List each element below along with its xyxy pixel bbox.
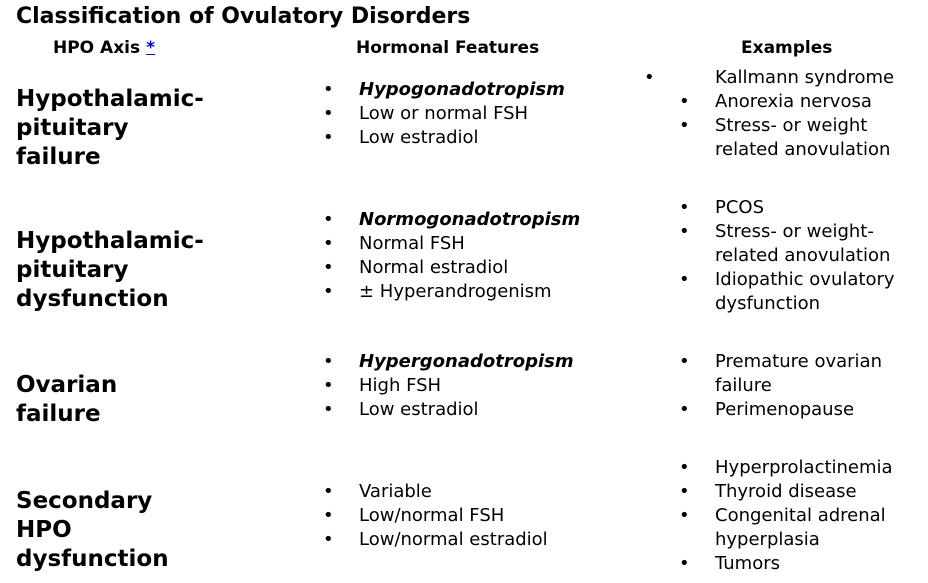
list-item	[323, 232, 659, 256]
bullet-icon: •	[679, 457, 690, 478]
examples-list-row-1	[644, 66, 920, 162]
axis-line: Secondary	[16, 488, 153, 514]
list-item	[679, 398, 920, 422]
bullet-icon: •	[323, 127, 334, 148]
header-examples: Examples	[741, 38, 833, 58]
axis-row-2	[16, 227, 204, 314]
list-item	[679, 90, 920, 114]
axis-line: Ovarian	[16, 372, 118, 398]
list-item-text: High FSH	[359, 375, 442, 396]
list-item-text: Low/normal estradiol	[359, 529, 548, 550]
axis-row-1	[16, 85, 204, 172]
axis-line: HPO	[16, 517, 72, 543]
axis-row-3	[16, 371, 117, 429]
list-item-text: Anorexia nervosa	[715, 91, 872, 112]
hormonal-list-row-3	[323, 350, 659, 422]
bullet-icon: •	[323, 399, 334, 420]
list-item	[679, 504, 920, 552]
list-item	[323, 78, 659, 102]
bullet-icon: •	[679, 505, 690, 526]
hormonal-class: Normogonadotropism	[359, 209, 581, 230]
list-item-text: Congenital adrenal hyperplasia	[715, 505, 886, 550]
hormonal-list-row-4	[323, 480, 659, 552]
list-item-text: Tumors	[715, 553, 780, 574]
list-item	[323, 528, 659, 552]
list-item-text: Normal estradiol	[359, 257, 509, 278]
bullet-icon: •	[323, 281, 334, 302]
bullet-icon: •	[323, 79, 334, 100]
examples-list-row-2	[679, 196, 920, 316]
list-item	[679, 220, 920, 268]
list-item	[323, 350, 659, 374]
list-item-text: Variable	[359, 481, 432, 502]
list-item	[679, 552, 920, 576]
axis-line: dysfunction	[16, 286, 169, 312]
list-item	[679, 350, 920, 398]
list-item-text: Perimenopause	[715, 399, 855, 420]
list-item	[644, 66, 920, 90]
list-item	[323, 480, 659, 504]
list-item-text: Low/normal FSH	[359, 505, 505, 526]
axis-line: pituitary	[16, 115, 129, 141]
list-item	[679, 114, 920, 162]
axis-line: failure	[16, 144, 101, 170]
bullet-icon: •	[679, 553, 690, 574]
bullet-icon: •	[323, 481, 334, 502]
hormonal-class: Hypergonadotropism	[359, 351, 574, 372]
list-item	[323, 398, 659, 422]
bullet-icon: •	[679, 197, 690, 218]
bullet-icon: •	[679, 481, 690, 502]
list-item-text: Premature ovarian failure	[715, 351, 882, 396]
list-item	[679, 196, 920, 220]
bullet-icon: •	[323, 375, 334, 396]
list-item-text: Low estradiol	[359, 399, 479, 420]
list-item	[679, 268, 920, 316]
examples-list-row-3	[679, 350, 920, 422]
list-item	[323, 280, 659, 304]
list-item	[323, 126, 659, 150]
header-hpo-axis	[53, 38, 155, 58]
footnote-link[interactable]: *	[146, 38, 156, 58]
bullet-icon: •	[323, 233, 334, 254]
list-item	[679, 456, 920, 480]
list-item-text: Thyroid disease	[715, 481, 857, 502]
examples-list-row-4	[679, 456, 920, 576]
list-item	[323, 504, 659, 528]
bullet-icon: •	[679, 221, 690, 242]
list-item-text: ± Hyperandrogenism	[359, 281, 552, 302]
hormonal-list-row-2	[323, 208, 659, 304]
list-item	[323, 256, 659, 280]
header-hpo-axis-label: HPO Axis	[53, 38, 141, 58]
list-item	[679, 480, 920, 504]
list-item-text: Stress- or weight related anovulation	[715, 115, 891, 160]
axis-line: failure	[16, 401, 101, 427]
bullet-icon: •	[323, 257, 334, 278]
bullet-icon: •	[644, 67, 655, 88]
bullet-icon: •	[679, 269, 690, 290]
axis-line: dysfunction	[16, 546, 169, 572]
bullet-icon: •	[323, 103, 334, 124]
hormonal-class: Hypogonadotropism	[359, 79, 565, 100]
list-item-text: Normal FSH	[359, 233, 465, 254]
bullet-icon: •	[679, 399, 690, 420]
list-item-text: Idiopathic ovulatory dysfunction	[715, 269, 895, 314]
list-item	[323, 374, 659, 398]
axis-line: Hypothalamic-	[16, 228, 204, 254]
bullet-icon: •	[679, 115, 690, 136]
header-hormonal-features: Hormonal Features	[356, 38, 540, 58]
bullet-icon: •	[323, 351, 334, 372]
list-item-text: Stress- or weight-related anovulation	[715, 221, 891, 266]
page-title: Classification of Ovulatory Disorders	[16, 4, 471, 29]
list-item	[323, 208, 659, 232]
list-item-text: Hyperprolactinemia	[715, 457, 893, 478]
bullet-icon: •	[323, 505, 334, 526]
bullet-icon: •	[323, 209, 334, 230]
axis-line: pituitary	[16, 257, 129, 283]
axis-row-4	[16, 487, 169, 574]
list-item-text: Low or normal FSH	[359, 103, 529, 124]
hormonal-list-row-1	[323, 78, 659, 150]
bullet-icon: •	[323, 529, 334, 550]
bullet-icon: •	[679, 351, 690, 372]
axis-line: Hypothalamic-	[16, 86, 204, 112]
list-item-text: Kallmann syndrome	[715, 67, 895, 88]
list-item-text: PCOS	[715, 197, 765, 218]
bullet-icon: •	[679, 91, 690, 112]
list-item-text: Low estradiol	[359, 127, 479, 148]
list-item	[323, 102, 659, 126]
